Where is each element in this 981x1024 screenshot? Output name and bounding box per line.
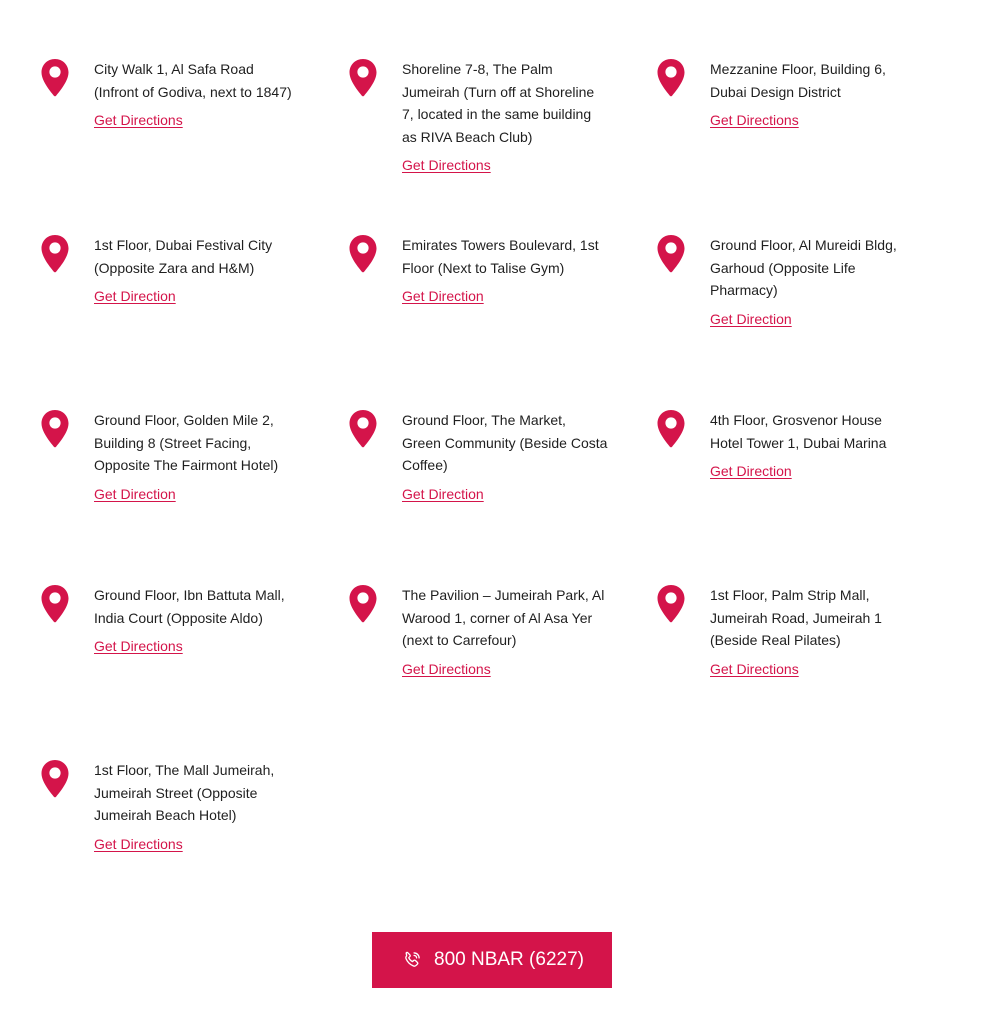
address-line: Garhoud (Opposite Life bbox=[710, 259, 856, 276]
address-line: 1st Floor, The Mall Jumeirah, bbox=[94, 762, 275, 778]
address-line: 4th Floor, Grosvenor House bbox=[710, 412, 882, 428]
address-line: 1st Floor, Dubai Festival City bbox=[94, 237, 273, 253]
map-pin-icon bbox=[656, 584, 686, 624]
address-line: (Infront of Godiva, next to 1847) bbox=[94, 83, 292, 100]
address-line: (Opposite Zara and H&M) bbox=[94, 259, 255, 276]
address-line: Ground Floor, Al Mureidi Bldg, bbox=[710, 237, 897, 253]
get-directions-link[interactable]: Get Direction bbox=[710, 463, 792, 479]
get-directions-link[interactable]: Get Directions bbox=[402, 157, 491, 173]
address-line: (next to Carrefour) bbox=[402, 632, 517, 648]
address-line: Emirates Towers Boulevard, 1st bbox=[402, 237, 599, 253]
map-pin-icon bbox=[656, 58, 686, 98]
address-line: India Court (Opposite Aldo) bbox=[94, 609, 263, 626]
map-pin-icon bbox=[656, 234, 686, 274]
get-directions-link[interactable]: Get Direction bbox=[710, 310, 792, 327]
address-line: Mezzanine Floor, Building 6, bbox=[710, 61, 886, 77]
location-address bbox=[402, 409, 618, 477]
get-directions-link[interactable]: Get Direction bbox=[94, 485, 176, 502]
map-pin-icon bbox=[348, 58, 378, 98]
get-directions-link[interactable]: Get Direction bbox=[94, 288, 176, 304]
location-address bbox=[94, 58, 310, 103]
location-address bbox=[94, 409, 310, 477]
address-line: Dubai Design District bbox=[710, 83, 841, 100]
location-address bbox=[94, 234, 310, 279]
get-directions-link[interactable]: Get Directions bbox=[94, 112, 183, 128]
address-line: Jumeirah Beach Hotel) bbox=[94, 807, 237, 823]
map-pin-icon bbox=[40, 759, 70, 799]
address-line: as RIVA Beach Club) bbox=[402, 128, 533, 145]
address-line: Ground Floor, Golden Mile 2, bbox=[94, 412, 274, 428]
location-address bbox=[710, 234, 926, 302]
address-line: Floor (Next to Talise Gym) bbox=[402, 259, 565, 276]
location-address bbox=[94, 759, 310, 827]
get-directions-link[interactable]: Get Directions bbox=[402, 660, 491, 677]
address-line: Jumeirah Road, Jumeirah 1 bbox=[710, 609, 882, 626]
location-address bbox=[402, 58, 618, 148]
call-button-label: 800 NBAR (6227) bbox=[434, 949, 584, 970]
address-line: 7, located in the same building bbox=[402, 106, 592, 122]
phone-icon bbox=[402, 950, 422, 970]
address-line: Opposite The Fairmont Hotel) bbox=[94, 457, 279, 473]
map-pin-icon bbox=[348, 234, 378, 274]
location-address bbox=[94, 584, 310, 629]
address-line: Pharmacy) bbox=[710, 282, 778, 298]
location-address bbox=[402, 584, 618, 652]
location-address bbox=[710, 58, 926, 103]
map-pin-icon bbox=[40, 409, 70, 449]
get-directions-link[interactable]: Get Direction bbox=[402, 288, 484, 304]
address-line: Building 8 (Street Facing, bbox=[94, 434, 252, 451]
location-address bbox=[710, 584, 926, 652]
address-line: The Pavilion – Jumeirah Park, Al bbox=[402, 587, 605, 603]
address-line: 1st Floor, Palm Strip Mall, bbox=[710, 587, 870, 603]
call-button[interactable] bbox=[372, 932, 612, 988]
map-pin-icon bbox=[348, 409, 378, 449]
get-directions-link[interactable]: Get Direction bbox=[402, 485, 484, 502]
map-pin-icon bbox=[40, 234, 70, 274]
address-line: Warood 1, corner of Al Asa Yer bbox=[402, 609, 593, 626]
address-line: Ground Floor, The Market, bbox=[402, 412, 566, 428]
map-pin-icon bbox=[40, 584, 70, 624]
map-pin-icon bbox=[656, 409, 686, 449]
get-directions-link[interactable]: Get Directions bbox=[710, 660, 799, 677]
address-line: Jumeirah (Turn off at Shoreline bbox=[402, 83, 595, 100]
address-line: Hotel Tower 1, Dubai Marina bbox=[710, 434, 887, 451]
address-line: Coffee) bbox=[402, 457, 448, 473]
map-pin-icon bbox=[40, 58, 70, 98]
address-line: City Walk 1, Al Safa Road bbox=[94, 61, 254, 77]
get-directions-link[interactable]: Get Directions bbox=[94, 638, 183, 654]
address-line: Jumeirah Street (Opposite bbox=[94, 784, 258, 801]
address-line: (Beside Real Pilates) bbox=[710, 632, 841, 648]
location-address bbox=[710, 409, 926, 454]
address-line: Ground Floor, Ibn Battuta Mall, bbox=[94, 587, 285, 603]
map-pin-icon bbox=[348, 584, 378, 624]
get-directions-link[interactable]: Get Directions bbox=[710, 112, 799, 128]
address-line: Shoreline 7-8, The Palm bbox=[402, 61, 553, 77]
location-address bbox=[402, 234, 618, 279]
address-line: Green Community (Beside Costa bbox=[402, 434, 608, 451]
get-directions-link[interactable]: Get Directions bbox=[94, 835, 183, 852]
